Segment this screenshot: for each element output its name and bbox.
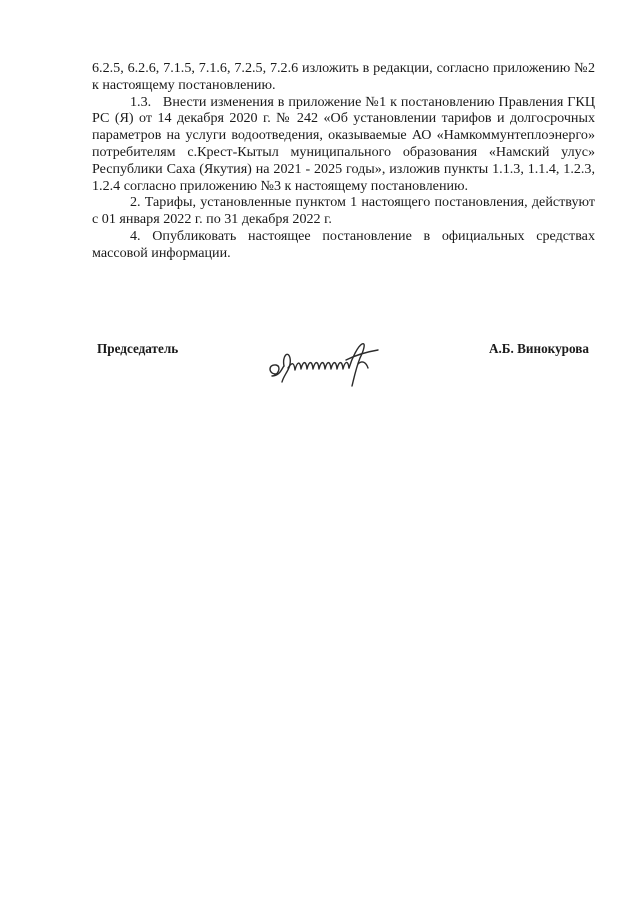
- paragraph-continuation: 6.2.5, 6.2.6, 7.1.5, 7.1.6, 7.2.5, 7.2.6 изложить в редакции, согласно приложению №2 к настоящему постановлению.: [92, 60, 595, 93]
- paragraph-2: 2. Тарифы, установленные пунктом 1 настоящего постановления, действуют с 01 января 2022 г. по 31 декабря 2022 г.: [92, 194, 595, 228]
- document-body: [92, 60, 595, 262]
- handwritten-signature: [262, 338, 392, 390]
- signatory-name: А.Б. Винокурова: [488, 341, 589, 356]
- signatory-title: Председатель: [97, 341, 179, 356]
- paragraph-1-3: 1.3. Внести изменения в приложение №1 к постановлению Правления ГКЦ РС (Я) от 14 декабря 2020 г. № 242 «Об установлении тарифов и долгосрочных параметров на услуги водоотведения, оказываемые АО «Намкоммунтеплоэнерго» потребителям с.Крест-Кытыл муниципального образования «Намский улус» Республики Саха (Якутия) на 2021 - 2025 годы», изложив пункты 1.1.3, 1.1.4, 1.2.3, 1.2.4 согласно приложению №3 к настоящему постановлению.: [92, 93, 595, 194]
- paragraph-4: 4. Опубликовать настоящее постановление в официальных средствах массовой информации.: [92, 227, 595, 261]
